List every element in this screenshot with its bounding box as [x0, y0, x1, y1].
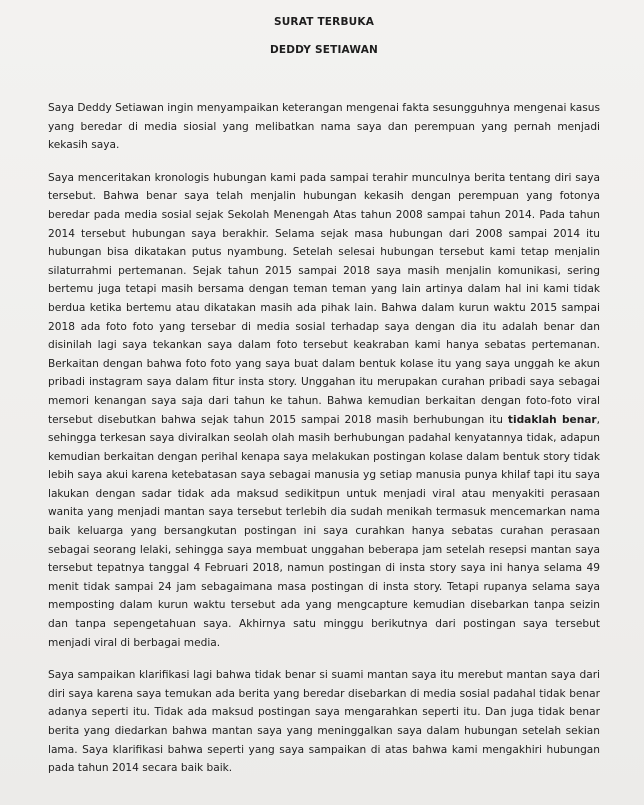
- letter-author: DEDDY SETIAWAN: [269, 44, 379, 56]
- paragraph-chronology-part1: Saya menceritakan kronologis hubungan kami pada sampai terahir munculnya berita tentang diri saya tersebut. Bahwa benar saya telah menjalin hubungan kekasih dengan perempuan yang fotonya beredar pada media sosial sejak Sekolah Menengah Atas tahun 2008 sampai tahun 2014. Pada tahun 2014 tersebut hubungan saya berakhir. Selama sejak masa hubungan dari 2008 sampai 2014 itu hubungan bisa dikatakan putus nyambung. Setelah selesai hubungan tersebut kami tetap menjalin silaturrahmi pertemanan. Sejak tahun 2015 sampai 2018 saya masih menjalin komunikasi, sering bertemu juga tetapi masih bersama dengan teman teman yang lain artinya dalam hal ini kami tidak berdua ketika bertemu atau dikatakan masih ada pihak lain. Bahwa dalam kurun waktu 2015 sampai 2018 ada foto foto yang tersebar di media sosial terhadap saya dengan dia itu adalah benar dan disinilah lagi saya tekankan saya dalam foto tersebut keakraban kami hanya sebatas pertemanan. Berkaitan dengan bahwa foto foto yang saya buat dalam bentuk kolase itu yang saya unggah ke akun pribadi instagram saya dalam fitur insta story. Unggahan itu merupakan curahan pribadi saya sebagai memori kenangan saya saja dari tahun ke tahun. Bahwa kemudian berkaitan dengan foto-foto viral tersebut disebutkan bahwa sejak tahun 2015 sampai 2018 masih berhubungan itu: [48, 171, 600, 426]
- paragraph-intro: Saya Deddy Setiawan ingin menyampaikan keterangan mengenai fakta sesungguhnya mengenai kasus yang beredar di media siosial yang melibatkan nama saya dan perempuan yang pernah menjadi kekasih saya.: [48, 102, 600, 152]
- letter-title: SURAT TERBUKA: [273, 16, 375, 28]
- paragraph-chronology: [48, 169, 600, 652]
- paragraph-clarification: Saya sampaikan klarifikasi lagi bahwa tidak benar si suami mantan saya itu merebut mantan saya dari diri saya karena saya temukan ada berita yang beredar disebarkan di media sosial padahal tidak benar adanya seperti itu. Tidak ada maksud postingan saya mengarahkan seperti itu. Dan juga tidak benar berita yang diedarkan bahwa mantan saya yang meninggalkan saya dalam hubungan setelah sekian lama. Saya klarifikasi bahwa seperti yang saya sampaikan di atas bahwa kami mengakhiri hubungan pada tahun 2014 secara baik baik.: [48, 669, 600, 775]
- paragraph-chronology-part2: , sehingga terkesan saya diviralkan seolah olah masih berhubungan padahal kenyatannya tidak, adapun kemudian berkaitan dengan perihal kenapa saya melakukan postingan kolase dalam bentuk story tidak lebih saya akui karena ketebatasan saya sebagai manusia yg setiap manusia punya khilaf tapi itu saya lakukan dengan sadar tidak ada maksud sedikitpun untuk menjadi viral atau menyakiti perasaan wanita yang menjadi mantan saya tersebut terlebih dia sudah menikah termasuk mencemarkan nama baik keluarga yang bersangkutan postingan ini saya curahkan hanya sebatas curahan perasaan sebagai seorang lelaki, sehingga saya membuat unggahan beberapa jam setelah resepsi mantan saya tersebut tepatnya tanggal 4 Februari 2018, namun postingan di insta story saya ini hanya selama 49 menit tidak sampai 24 jam sebagaimana masa postingan di insta story. Tetapi rupanya selama saya memposting dalam kurun waktu tersebut ada yang mengcapture kemudian disebarkan tanpa seizin dan tanpa sepengetahuan saya. Akhirnya satu minggu berikutnya dari postingan saya tersebut menjadi viral di berbagai media.: [48, 413, 601, 649]
- paragraph-chronology-emphasis: tidaklah benar: [507, 413, 597, 426]
